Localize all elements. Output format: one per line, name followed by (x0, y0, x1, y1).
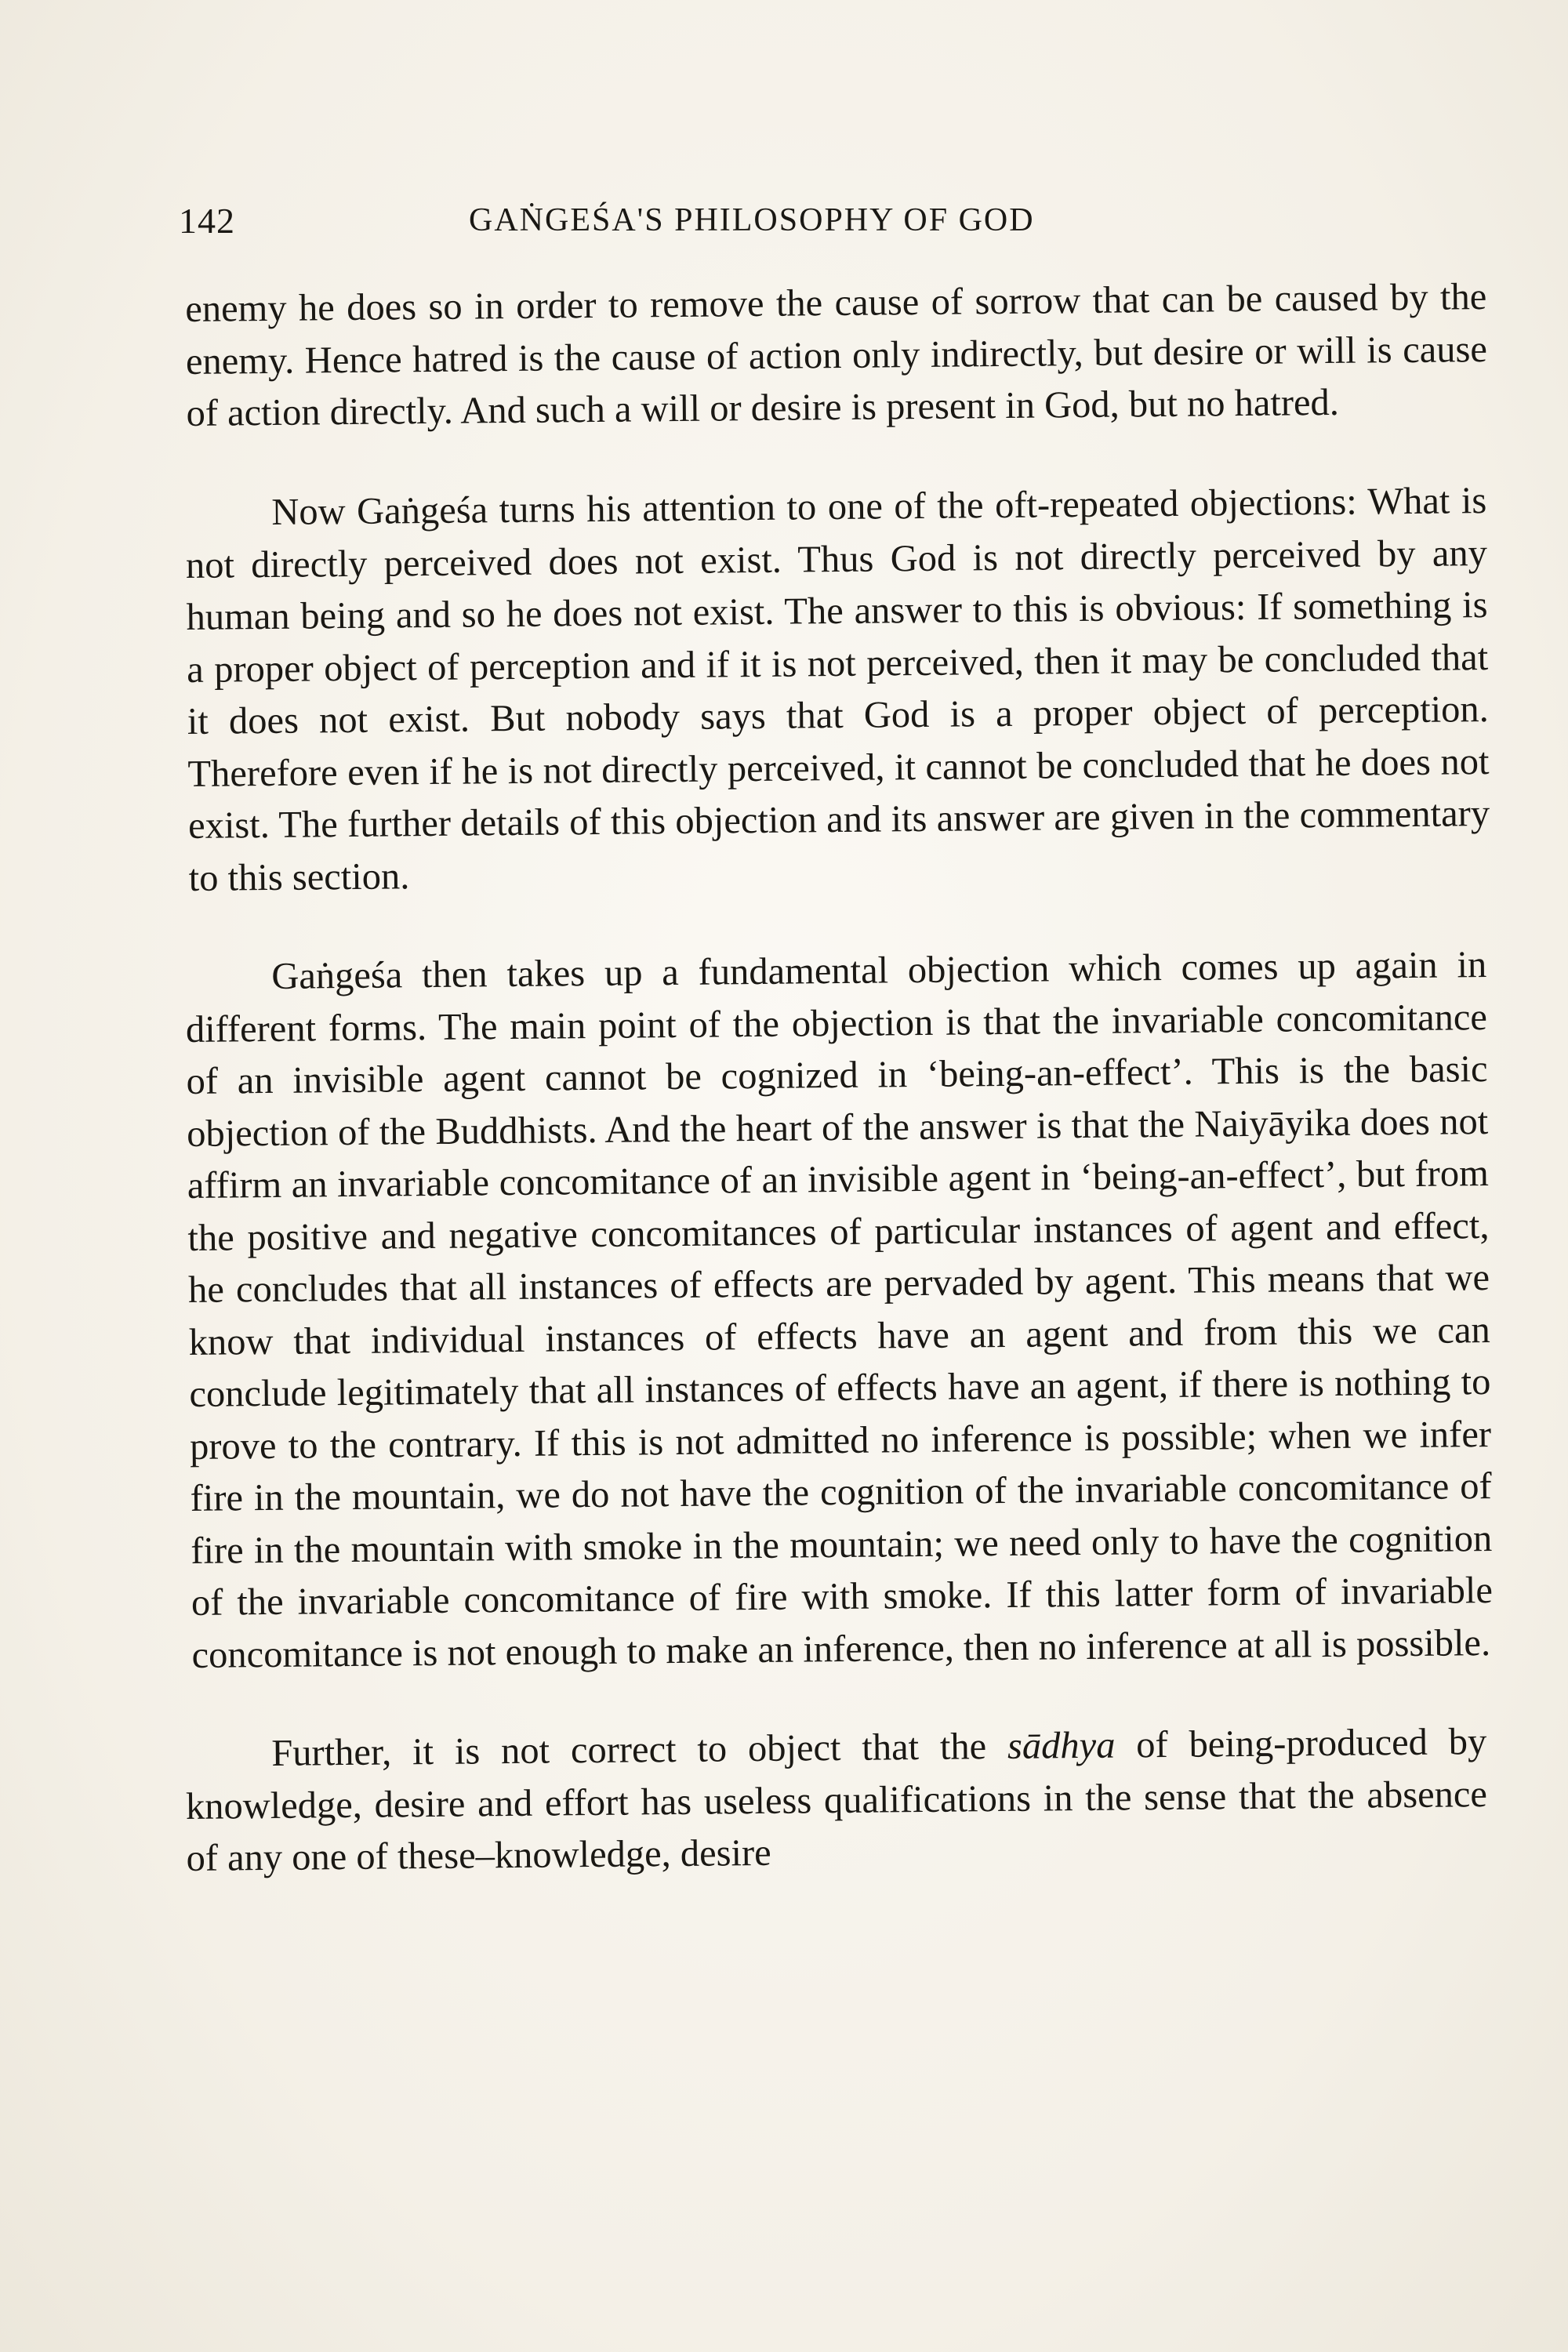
running-title: GAṄGEŚA'S PHILOSOPHY OF GOD (469, 202, 1035, 238)
paragraph-sadhya (185, 1716, 1488, 1885)
running-head (179, 200, 1465, 255)
paragraph-buddhist-objection: Gaṅgeśa then takes up a fundamental objection which comes up again in different forms. The main point of the objection is that the invariable concomitance of an invisible agent cannot be cognized in ‘being-an-effect’. This is the basic objection of the Buddhists. And the heart of the answer is that the Naiyāyika does not affirm an invariable concomitance of an invisible agent in ‘being-an-effect’, but from the positive and negative concomitances of particular instances of agent and effect, he concludes that all instances of effects are pervaded by agent. This means that we know that individual instances of effects have an agent and from this we can conclude legitimately that all instances of effects have an agent, if there is nothing to prove to the contrary. If this is not admitted no inference is possible; when we infer fire in the mountain, we do not have the cognition of the invariable concomitance of fire in the mountain with smoke in the mountain; we need only to have the cognition of the invariable concomitance of fire with smoke. If this latter form of invariable concomitance is not enough to make an inference, then no inference at all is possible. (185, 943, 1494, 1675)
paragraph-perception-objection: Now Gaṅgeśa turns his attention to one of the oft-repeated objections: What is not directly perceived does not exist. Thus God is not directly perceived by any human being and so he does not exist. The answer to this is obvious: If something is a proper object of perception and if it is not perceived, then it may be concluded that it does not exist. But nobody says that God is a proper object of perception. Therefore even if he is not directly perceived, it cannot be concluded that he does not exist. The further details of this objection and its answer are given in the commentary to this section. (185, 479, 1490, 898)
body-text (185, 276, 1494, 1932)
paragraph-continuation: enemy he does so in order to remove the cause of sorrow that can be caused by the enemy. Hence hatred is the cause of action only indirectly, but desire or will is cause of action directly. And such a will or desire is present in God, but no hatred. (185, 276, 1488, 434)
page-number: 142 (179, 201, 235, 241)
paragraph-sadhya-lead: Further, it is not correct to object that the (271, 1725, 1008, 1774)
sadhya-term: sādhya (1007, 1724, 1116, 1767)
paragraph-sadhya-rest: of being-produced by knowledge, desire and effort has useless qualifications in the sense that the absence of any one of these–knowledge, desire (185, 1720, 1488, 1879)
